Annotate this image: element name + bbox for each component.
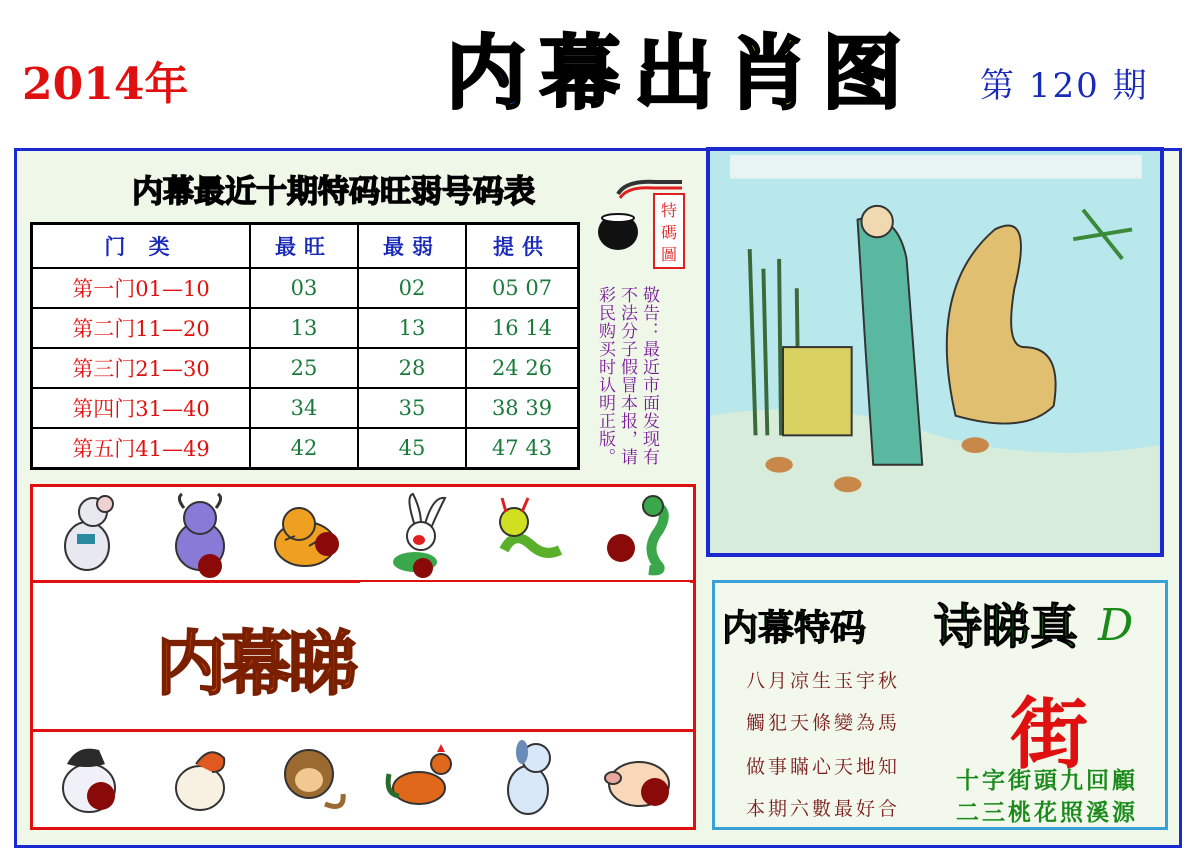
year-label: 2014年 bbox=[22, 59, 189, 110]
hint-line: 二三桃花照溪源 bbox=[956, 799, 1138, 826]
column-header: 提供 bbox=[466, 224, 579, 269]
poem-title-emphasis: 诗睇真 bbox=[934, 599, 1079, 655]
story-illustration bbox=[706, 147, 1164, 557]
hot-cell: 03 bbox=[250, 268, 358, 308]
poem-deco: D bbox=[1098, 600, 1134, 651]
svg-text:特: 特 bbox=[660, 201, 678, 220]
table-row bbox=[32, 268, 579, 308]
hot-cell: 13 bbox=[250, 308, 358, 348]
hot-cold-table bbox=[30, 222, 580, 470]
hot-cell: 42 bbox=[250, 428, 358, 469]
svg-text:圖: 圖 bbox=[660, 245, 678, 264]
table-row bbox=[32, 428, 579, 469]
zodiac-row-top bbox=[36, 488, 692, 580]
table-row bbox=[32, 308, 579, 348]
door-cell: 第一门01—10 bbox=[32, 268, 251, 308]
tiger-icon bbox=[265, 490, 353, 578]
rabbit-icon bbox=[375, 490, 463, 578]
table-row bbox=[32, 348, 579, 388]
pot-icon bbox=[596, 176, 692, 276]
cold-cell: 28 bbox=[358, 348, 466, 388]
title-char: 内 bbox=[446, 27, 526, 120]
title-char: 肖 bbox=[728, 27, 808, 120]
rat-icon bbox=[47, 490, 135, 578]
cold-cell: 45 bbox=[358, 428, 466, 469]
ox-icon bbox=[156, 490, 244, 578]
column-header: 最旺 bbox=[250, 224, 358, 269]
offer-cell: 47 43 bbox=[466, 428, 579, 469]
offer-cell: 24 26 bbox=[466, 348, 579, 388]
horse-icon bbox=[47, 734, 135, 822]
zodiac-row-bottom bbox=[36, 732, 692, 824]
dog-icon bbox=[484, 734, 572, 822]
poem-title: 内幕特码 bbox=[722, 608, 867, 649]
title-char: 图 bbox=[822, 27, 902, 120]
title-char: 幕 bbox=[540, 27, 620, 120]
notice-text: 敬告：最近市面发现有不法分子假冒本报，请彩民购买时认明正版。 bbox=[595, 286, 659, 466]
page-title bbox=[440, 27, 908, 120]
column-header: 门 类 bbox=[32, 224, 251, 269]
pig-icon bbox=[593, 734, 681, 822]
title-char: 出 bbox=[634, 27, 714, 120]
monkey-icon bbox=[265, 734, 353, 822]
dragon-icon bbox=[484, 490, 572, 578]
cold-cell: 13 bbox=[358, 308, 466, 348]
cold-cell: 02 bbox=[358, 268, 466, 308]
offer-cell: 16 14 bbox=[466, 308, 579, 348]
hot-cell: 34 bbox=[250, 388, 358, 428]
cold-cell: 35 bbox=[358, 388, 466, 428]
door-cell: 第五门41—49 bbox=[32, 428, 251, 469]
hint-line: 十字街頭九回顧 bbox=[956, 767, 1138, 794]
door-cell: 第三门21—30 bbox=[32, 348, 251, 388]
blank-panel bbox=[360, 582, 690, 728]
door-cell: 第四门31—40 bbox=[32, 388, 251, 428]
svg-text:碼: 碼 bbox=[660, 223, 678, 242]
column-header: 最弱 bbox=[358, 224, 466, 269]
poem-line: 觸犯天條變為馬 bbox=[746, 712, 901, 734]
table-title: 内幕最近十期特码旺弱号码表 bbox=[132, 174, 535, 210]
offer-cell: 05 07 bbox=[466, 268, 579, 308]
offer-cell: 38 39 bbox=[466, 388, 579, 428]
snake-icon bbox=[593, 490, 681, 578]
poem-line: 本期六數最好合 bbox=[746, 798, 901, 820]
table-row bbox=[32, 388, 579, 428]
poem-line: 做事瞞心天地知 bbox=[746, 756, 901, 778]
hot-cell: 25 bbox=[250, 348, 358, 388]
poem-line: 八月凉生玉宇秋 bbox=[746, 670, 901, 692]
zodiac-middle-text: 内幕睇 bbox=[156, 623, 354, 705]
door-cell: 第二门11—20 bbox=[32, 308, 251, 348]
goat-icon bbox=[156, 734, 244, 822]
issue-number: 第 120 期 bbox=[980, 66, 1149, 106]
big-character: 街 bbox=[1010, 690, 1089, 780]
rooster-icon bbox=[375, 734, 463, 822]
